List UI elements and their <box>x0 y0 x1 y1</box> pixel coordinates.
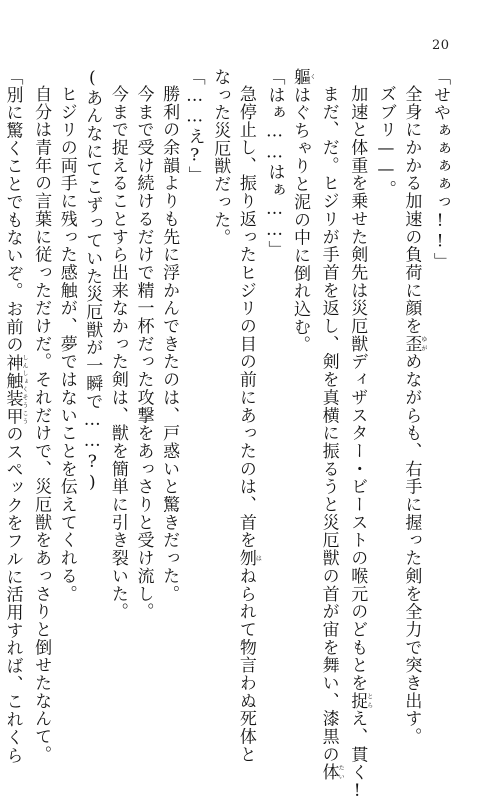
text-line: 勝利の余韻よりも先に浮かんできたのは、戸惑いと驚きだった。 <box>159 85 180 603</box>
text-line: (あんなにてこずっていた災厄獣が一瞬で……?) <box>82 68 103 494</box>
text-line: 「別に驚くことでもないぞ。お前の神触装甲しんしょくそうこうのスペックをフルに活用すれば、これくら <box>2 68 28 765</box>
text-line: 急停止し、振り返ったヒジリの目の前にあったのは、首を刎はねられて物言わぬ死体と <box>235 85 262 764</box>
text-line: ヒジリの両手に残った感触が、夢ではないことを伝えてくれる。 <box>56 85 77 603</box>
text-line: ズブリ——。 <box>375 85 396 199</box>
furigana: 神触装甲しんしょくそうこう <box>2 353 28 426</box>
text-line: 軀くはぐちゃりと泥の中に倒れ込む。 <box>290 68 316 354</box>
text-line: まだ、だ。ヒジリが手首を返し、剣を真横に振るうと災厄獣の首が宙を舞い、漆黒の体たい <box>318 85 345 782</box>
text-line: 「せやぁぁぁぁっ!!」 <box>430 68 450 271</box>
furigana: 体たい <box>318 763 345 782</box>
text-line: 全身にかかる加速の負荷に顔を歪ゆがめながらも、右手に握った剣を全力で突き出す。 <box>401 85 427 746</box>
text-line: 「……え?」 <box>184 68 205 185</box>
furigana: 捉とら <box>347 691 373 710</box>
text-line: 自分は青年の言葉に従っただけだ。それだけで、災厄獣をあっさりと倒せたなんて。 <box>31 85 52 764</box>
page-number: 20 <box>432 38 450 53</box>
furigana: 歪ゆが <box>401 334 427 353</box>
text-line: 「はぁ……はぁ……」 <box>264 68 285 259</box>
vertical-text-block <box>2 68 452 802</box>
text-line: なった災厄獣だった。 <box>210 68 231 247</box>
furigana: 軀く <box>290 68 316 86</box>
text-line: 今まで受け続けるだけで精一杯だった攻撃をあっさりと受け流し。 <box>133 85 154 621</box>
furigana: 刎は <box>235 549 262 567</box>
text-line: 今まで捉えることすら出来なかった剣は、獣を簡単に引き裂いた。 <box>107 85 128 621</box>
text-line: 加速と体重を乗せた剣先は災厄獣ディザスター・ビーストの喉元のどもとを捉とらえ、貫く! <box>347 85 373 802</box>
